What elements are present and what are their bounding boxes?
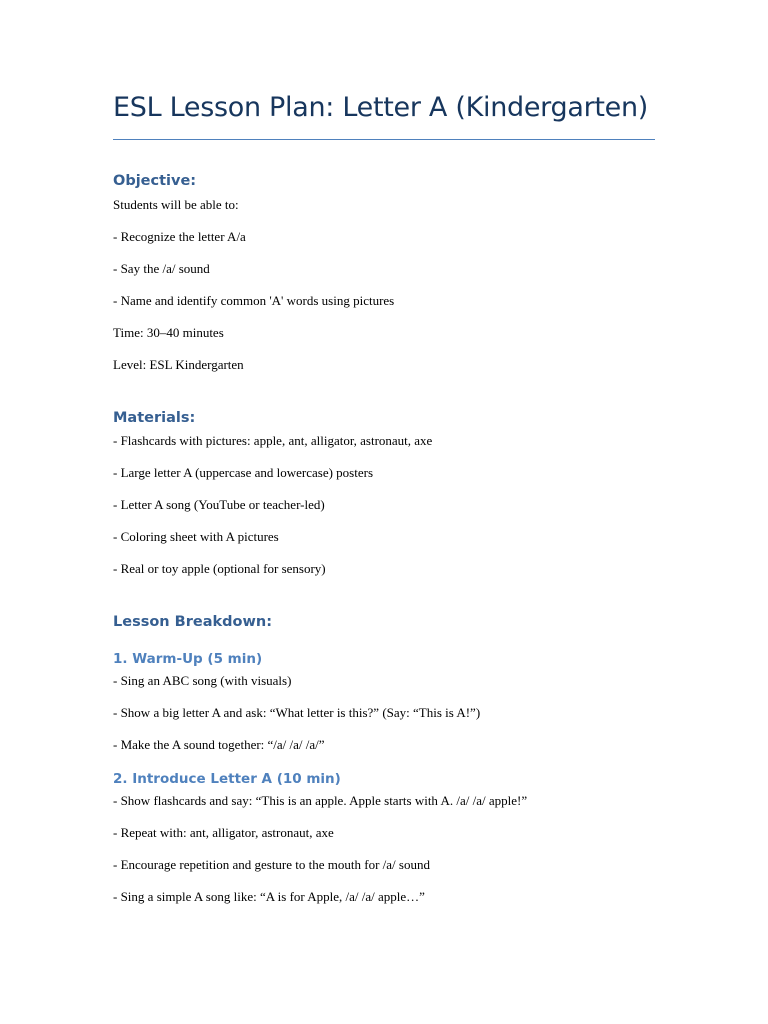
warm-up-step: - Show a big letter A and ask: “What letter is this?” (Say: “This is A!”) <box>113 705 481 720</box>
level-line: Level: ESL Kindergarten <box>113 357 244 372</box>
objective-line: - Name and identify common 'A' words using pictures <box>113 293 395 308</box>
title-underline <box>113 139 655 140</box>
materials-item: - Large letter A (uppercase and lowercase) posters <box>113 465 374 480</box>
introduce-step: - Repeat with: ant, alligator, astronaut, axe <box>113 825 334 840</box>
materials-item: - Letter A song (YouTube or teacher-led) <box>113 497 325 512</box>
materials-item: - Coloring sheet with A pictures <box>113 529 279 544</box>
introduce-step: - Sing a simple A song like: “A is for Apple, /a/ /a/ apple…” <box>113 889 425 904</box>
introduce-letter-heading: 2. Introduce Letter A (10 min) <box>113 771 341 787</box>
materials-item: - Real or toy apple (optional for sensory) <box>113 561 326 576</box>
warm-up-heading: 1. Warm-Up (5 min) <box>113 651 263 667</box>
lesson-breakdown-heading: Lesson Breakdown: <box>113 614 272 630</box>
time-line: Time: 30–40 minutes <box>113 325 224 340</box>
objective-line: - Recognize the letter A/a <box>113 229 246 244</box>
warm-up-step: - Make the A sound together: “/a/ /a/ /a/” <box>113 737 325 752</box>
objective-line: - Say the /a/ sound <box>113 261 210 276</box>
warm-up-step: - Sing an ABC song (with visuals) <box>113 673 292 688</box>
introduce-step: - Show flashcards and say: “This is an apple. Apple starts with A. /a/ /a/ apple!” <box>113 793 528 808</box>
document-title: ESL Lesson Plan: Letter A (Kindergarten) <box>113 92 649 123</box>
objective-line: Students will be able to: <box>113 197 239 212</box>
materials-item: - Flashcards with pictures: apple, ant, alligator, astronaut, axe <box>113 433 433 448</box>
materials-heading: Materials: <box>113 410 196 426</box>
objective-heading: Objective: <box>113 173 197 189</box>
introduce-step: - Encourage repetition and gesture to the mouth for /a/ sound <box>113 857 430 872</box>
